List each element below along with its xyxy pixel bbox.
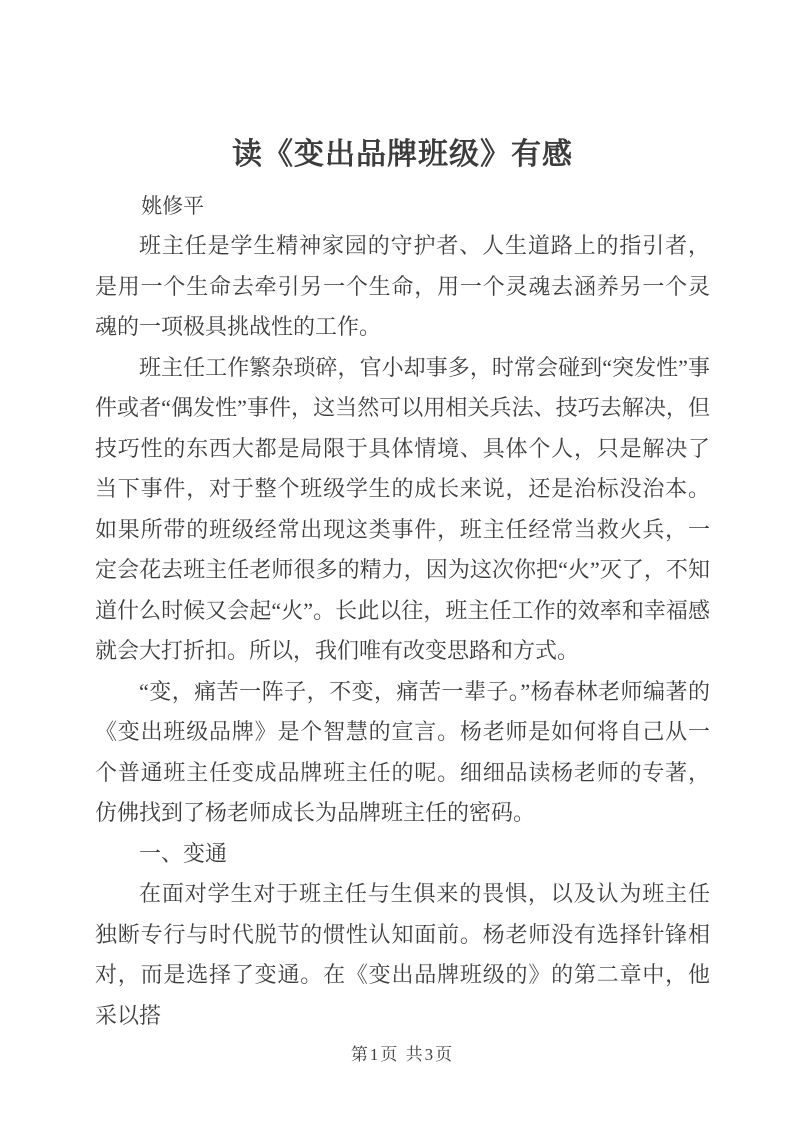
page-footer xyxy=(95,1040,710,1065)
paragraph-3: “变，痛苦一阵子，不变，痛苦一辈子。”杨春林老师编著的《变出班级品牌》是个智慧的宣言。杨老师是如何将自己从一个普通班主任变成品牌班主任的呢。细细品读杨老师的专著，仿佛找到了杨老师成长为品牌班主任的密码。 xyxy=(95,678,710,825)
paragraph-4: 在面对学生对于班主任与生俱来的畏惧，以及认为班主任独断专行与时代脱节的惯性认知面前。杨老师没有选择针锋相对，而是选择了变通。在《变出品牌班级的》的第二章中，他采以搭 xyxy=(95,881,710,1028)
paragraph-1: 班主任是学生精神家园的守护者、人生道路上的指引者，是用一个生命去牵引另一个生命，用一个灵魂去涵养另一个灵魂的一项极具挑战性的工作。 xyxy=(95,233,710,339)
author-name: 姚修平 xyxy=(141,194,205,218)
paragraph-2: 班主任工作繁杂琐碎，官小却事多，时常会碰到“突发性”事件或者“偶发性”事件，这当然可以用相关兵法、技巧去解决，但技巧性的东西大都是局限于具体情境、具体个人，只是解决了当下事件，对于整个班级学生的成长来说，还是治标没治本。如果所带的班级经常出现这类事件，班主任经常当救火兵，一定会花去班主任老师很多的精力，因为这次你把“火”灭了，不知道什么时候又会起“火”。长此以往，班主任工作的效率和幸福感就会大打折扣。所以，我们唯有改变思路和方式。 xyxy=(95,354,710,663)
section-heading-biantong: 一、变通 xyxy=(139,840,228,866)
page-number-label: 第1页 共3页 xyxy=(350,1045,455,1064)
document-title: 读《变出品牌班级》有感 xyxy=(232,138,573,171)
